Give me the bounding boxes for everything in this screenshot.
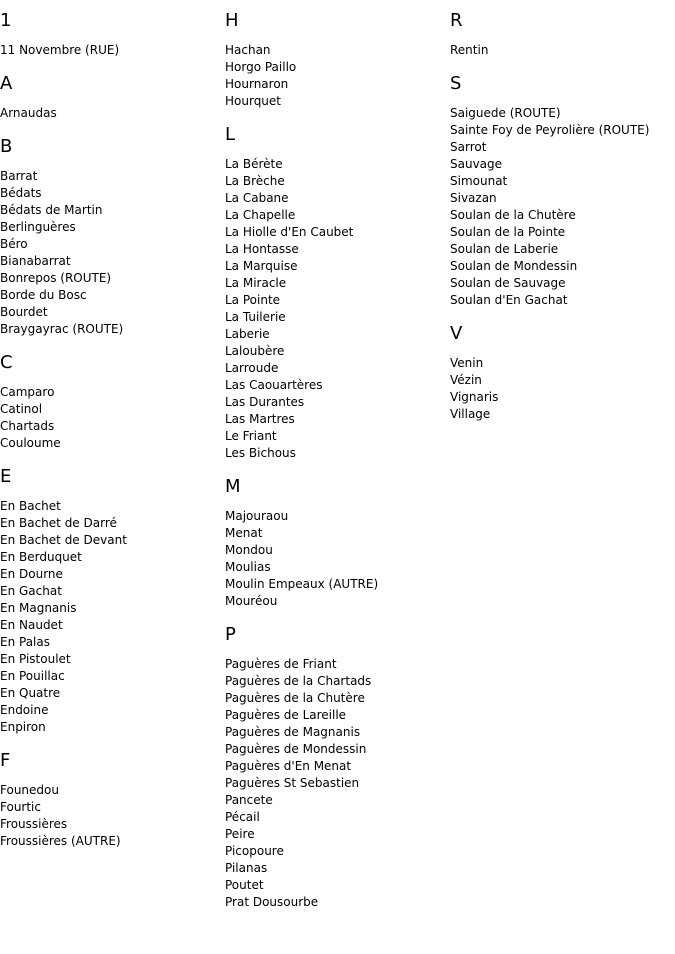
letter-group: [450, 323, 675, 423]
street-link[interactable]: Hournaron: [225, 77, 289, 91]
street-link[interactable]: Bianabarrat: [0, 254, 71, 268]
street-link[interactable]: La Brèche: [225, 174, 285, 188]
street-link[interactable]: Paguères de la Chutère: [225, 691, 365, 705]
street-link[interactable]: Soulan de la Pointe: [450, 225, 566, 239]
street-link[interactable]: En Gachat: [0, 584, 62, 598]
street-link[interactable]: Borde du Bosc: [0, 288, 87, 302]
letter-group: [0, 352, 225, 452]
letter-group: [225, 476, 450, 610]
street-link[interactable]: Berlinguères: [0, 220, 76, 234]
street-link[interactable]: Froussières: [0, 817, 68, 831]
street-link[interactable]: 11 Novembre (RUE): [0, 43, 120, 57]
street-link[interactable]: Village: [450, 407, 491, 421]
street-link[interactable]: Paguères de Friant: [225, 657, 337, 671]
street-list: [225, 156, 450, 462]
street-list: [450, 105, 675, 309]
street-link[interactable]: Couloume: [0, 436, 61, 450]
street-link[interactable]: Moulias: [225, 560, 271, 574]
street-link[interactable]: Vignaris: [450, 390, 499, 404]
street-link[interactable]: Mondou: [225, 543, 273, 557]
street-link[interactable]: Moulin Empeaux (AUTRE): [225, 577, 379, 591]
street-list: [225, 656, 450, 911]
street-link[interactable]: En Pistoulet: [0, 652, 71, 666]
letter-group: [225, 124, 450, 462]
street-link[interactable]: Simounat: [450, 174, 508, 188]
street-link[interactable]: Sainte Foy de Peyrolière (ROUTE): [450, 123, 650, 137]
street-link[interactable]: Paguères de la Chartads: [225, 674, 372, 688]
street-link[interactable]: Camparo: [0, 385, 55, 399]
letter-heading: A: [0, 73, 13, 94]
letter-group: [225, 10, 450, 110]
street-link[interactable]: La Hiolle d'En Caubet: [225, 225, 354, 239]
street-link[interactable]: En Bachet de Devant: [0, 533, 127, 547]
street-link[interactable]: Froussières (AUTRE): [0, 834, 121, 848]
street-link[interactable]: Arnaudas: [0, 106, 57, 120]
index-column: [225, 10, 450, 925]
street-link[interactable]: Paguères St Sebastien: [225, 776, 360, 790]
street-link[interactable]: Soulan de Mondessin: [450, 259, 578, 273]
street-link[interactable]: La Cabane: [225, 191, 289, 205]
street-link[interactable]: Pilanas: [225, 861, 268, 875]
letter-group: [0, 10, 225, 59]
street-link[interactable]: Vézin: [450, 373, 482, 387]
street-link[interactable]: Paguères de Magnanis: [225, 725, 361, 739]
street-link[interactable]: Pécail: [225, 810, 260, 824]
street-link[interactable]: Soulan de la Chutère: [450, 208, 576, 222]
street-link[interactable]: Pancete: [225, 793, 273, 807]
street-link[interactable]: Las Caouartères: [225, 378, 323, 392]
street-link[interactable]: Larroude: [225, 361, 279, 375]
street-link[interactable]: Menat: [225, 526, 263, 540]
index-column: [0, 10, 225, 925]
street-index: [0, 10, 675, 925]
street-link[interactable]: En Bachet de Darré: [0, 516, 117, 530]
street-link[interactable]: Braygayrac (ROUTE): [0, 322, 124, 336]
street-link[interactable]: Sarrot: [450, 140, 487, 154]
letter-group: [0, 73, 225, 122]
street-link[interactable]: Sivazan: [450, 191, 497, 205]
street-list: [0, 498, 225, 736]
letter-heading: L: [225, 124, 236, 145]
street-link[interactable]: Bourdet: [0, 305, 48, 319]
street-link[interactable]: La Chapelle: [225, 208, 296, 222]
index-column: [450, 10, 675, 925]
street-link[interactable]: En Palas: [0, 635, 50, 649]
street-link[interactable]: Chartads: [0, 419, 55, 433]
letter-heading: P: [225, 624, 236, 645]
street-list: [0, 168, 225, 338]
street-link[interactable]: En Bachet: [0, 499, 61, 513]
street-link[interactable]: En Pouillac: [0, 669, 65, 683]
street-link[interactable]: Paguères d'En Menat: [225, 759, 352, 773]
street-link[interactable]: En Berduquet: [0, 550, 82, 564]
street-link[interactable]: Laberie: [225, 327, 270, 341]
street-list: [0, 782, 225, 850]
street-list: [0, 42, 225, 59]
letter-group: [450, 73, 675, 309]
street-link[interactable]: Founedou: [0, 783, 59, 797]
street-list: [0, 384, 225, 452]
street-link[interactable]: En Magnanis: [0, 601, 77, 615]
street-link[interactable]: La Marquise: [225, 259, 298, 273]
street-link[interactable]: En Quatre: [0, 686, 61, 700]
street-list: [225, 42, 450, 110]
street-link[interactable]: Picopoure: [225, 844, 284, 858]
street-link[interactable]: Bonrepos (ROUTE): [0, 271, 112, 285]
street-link[interactable]: Saiguede (ROUTE): [450, 106, 561, 120]
street-link[interactable]: Paguères de Lareille: [225, 708, 347, 722]
street-link[interactable]: Las Durantes: [225, 395, 305, 409]
street-link[interactable]: Rentin: [450, 43, 489, 57]
letter-group: [225, 624, 450, 911]
street-link[interactable]: Prat Dousourbe: [225, 895, 319, 909]
street-link[interactable]: Horgo Paillo: [225, 60, 297, 74]
street-link[interactable]: Hourquet: [225, 94, 282, 108]
street-link[interactable]: Poutet: [225, 878, 264, 892]
street-list: [450, 42, 675, 59]
letter-heading: M: [225, 476, 241, 497]
street-link[interactable]: Fourtic: [0, 800, 41, 814]
street-link[interactable]: Mouréou: [225, 594, 278, 608]
letter-heading: C: [0, 352, 13, 373]
street-link[interactable]: Soulan d'En Gachat: [450, 293, 568, 307]
street-link[interactable]: La Hontasse: [225, 242, 299, 256]
street-link[interactable]: Soulan de Sauvage: [450, 276, 566, 290]
letter-group: [0, 136, 225, 338]
letter-group: [450, 10, 675, 59]
street-link[interactable]: Sauvage: [450, 157, 503, 171]
street-link[interactable]: La Miracle: [225, 276, 287, 290]
street-link[interactable]: Le Friant: [225, 429, 277, 443]
street-link[interactable]: Venin: [450, 356, 484, 370]
letter-heading: H: [225, 10, 239, 31]
street-link[interactable]: Bédats: [0, 186, 42, 200]
letter-heading: B: [0, 136, 13, 157]
street-list: [225, 508, 450, 610]
street-link[interactable]: Soulan de Laberie: [450, 242, 559, 256]
street-link[interactable]: Laloubère: [225, 344, 285, 358]
street-list: [0, 105, 225, 122]
letter-heading: F: [0, 750, 11, 771]
street-list: [450, 355, 675, 423]
street-link[interactable]: En Dourne: [0, 567, 63, 581]
letter-heading: S: [450, 73, 462, 94]
street-link[interactable]: Hachan: [225, 43, 271, 57]
street-link[interactable]: Catinol: [0, 402, 43, 416]
street-link[interactable]: Las Martres: [225, 412, 295, 426]
letter-heading: R: [450, 10, 463, 31]
street-link[interactable]: La Pointe: [225, 293, 281, 307]
letter-group: [0, 466, 225, 736]
street-link[interactable]: Enpiron: [0, 720, 46, 734]
street-link[interactable]: Béro: [0, 237, 28, 251]
street-link[interactable]: Paguères de Mondessin: [225, 742, 367, 756]
street-link[interactable]: Les Bichous: [225, 446, 296, 460]
street-link[interactable]: En Naudet: [0, 618, 63, 632]
letter-heading: 1: [0, 10, 12, 31]
letter-heading: E: [0, 466, 12, 487]
street-link[interactable]: Bédats de Martin: [0, 203, 103, 217]
street-link[interactable]: Peire: [225, 827, 255, 841]
street-link[interactable]: Endoine: [0, 703, 49, 717]
letter-heading: V: [450, 323, 463, 344]
street-link[interactable]: La Tuilerie: [225, 310, 286, 324]
street-link[interactable]: La Bérète: [225, 157, 283, 171]
street-link[interactable]: Majouraou: [225, 509, 289, 523]
letter-group: [0, 750, 225, 850]
street-link[interactable]: Barrat: [0, 169, 38, 183]
